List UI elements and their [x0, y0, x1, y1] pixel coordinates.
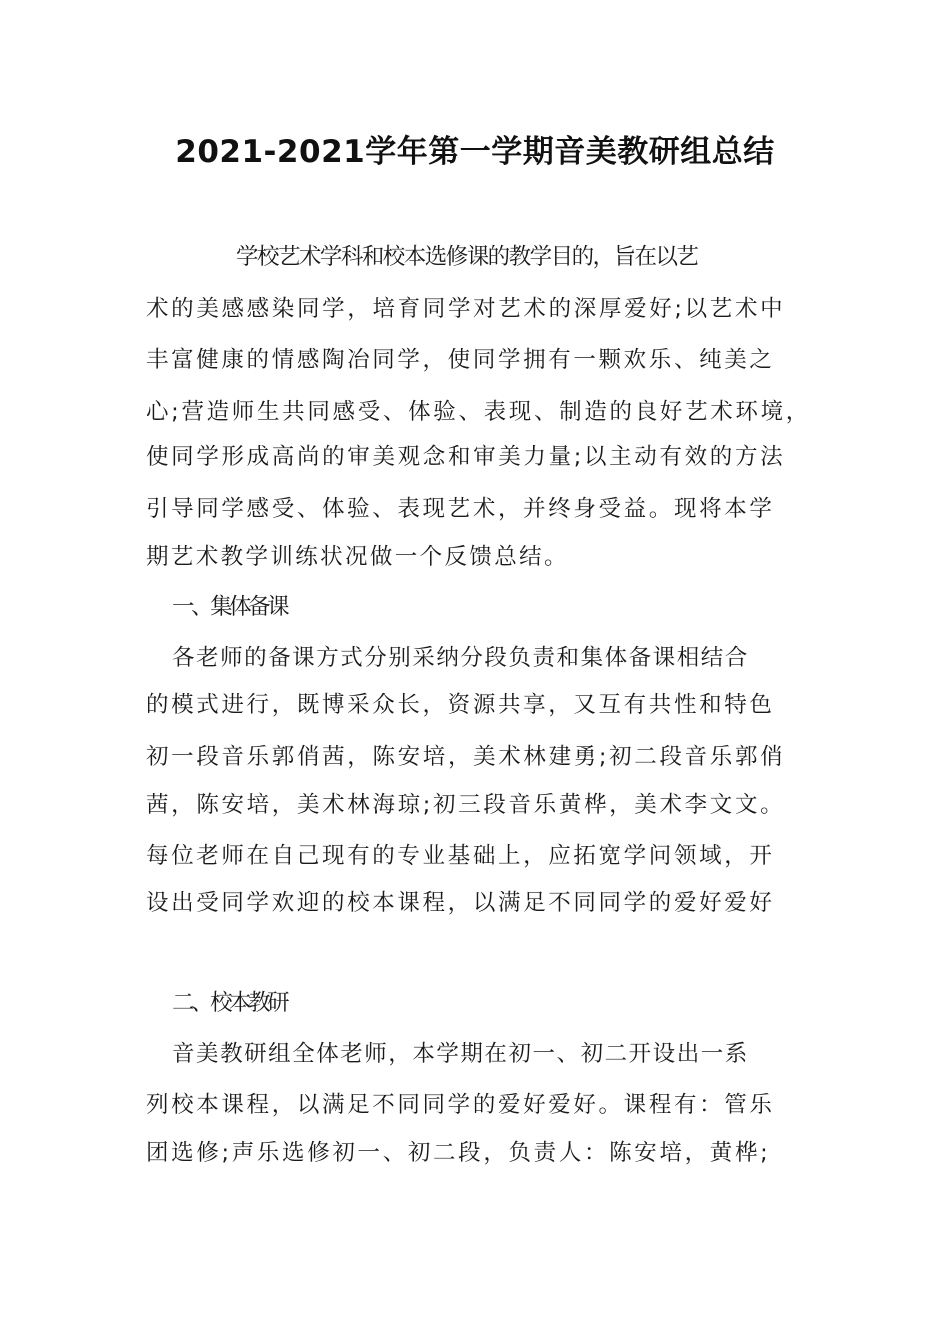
- paragraph-line: 各老师的备课方式分别采纳分段负责和集体备课相结合: [172, 645, 749, 671]
- paragraph-line: 术的美感感染同学，培育同学对艺术的深厚爱好;以艺术中: [146, 296, 786, 322]
- paragraph-line: 心;营造师生共同感受、体验、表现、制造的良好艺术环境，: [146, 399, 811, 425]
- paragraph-line: 的模式进行，既博采众长，资源共享，又互有共性和特色: [146, 692, 775, 718]
- paragraph-line: 使同学形成高尚的审美观念和审美力量;以主动有效的方法: [146, 444, 786, 470]
- paragraph-line: 学校艺术学科和校本选修课的教学目的，旨在以艺: [236, 244, 698, 270]
- paragraph-line: 期艺术教学训练状况做一个反馈总结。: [146, 544, 569, 570]
- section-heading: 二、校本教研: [172, 990, 287, 1016]
- paragraph-line: 引导同学感受、体验、表现艺术，并终身受益。现将本学: [146, 496, 775, 522]
- paragraph-line: 设出受同学欢迎的校本课程，以满足不同同学的爱好爱好: [146, 890, 775, 916]
- paragraph-line: 每位老师在自己现有的专业基础上，应拓宽学问领域，开: [146, 843, 775, 869]
- section-heading: 一、集体备课: [172, 594, 287, 620]
- document-title: 2021-2021学年第一学期音美教研组总结: [175, 134, 775, 170]
- paragraph-line: 茜，陈安培，美术林海琼;初三段音乐黄桦，美术李文文。: [146, 792, 786, 818]
- paragraph-line: 音美教研组全体老师，本学期在初一、初二开设出一系: [172, 1041, 749, 1067]
- paragraph-line: 列校本课程，以满足不同同学的爱好爱好。课程有：管乐: [146, 1092, 775, 1118]
- paragraph-line: 丰富健康的情感陶冶同学，使同学拥有一颗欢乐、纯美之: [146, 347, 775, 373]
- paragraph-line: 初一段音乐郭俏茜，陈安培，美术林建勇;初二段音乐郭俏: [146, 744, 786, 770]
- paragraph-line: 团选修;声乐选修初一、初二段，负责人：陈安培，黄桦;: [146, 1140, 771, 1166]
